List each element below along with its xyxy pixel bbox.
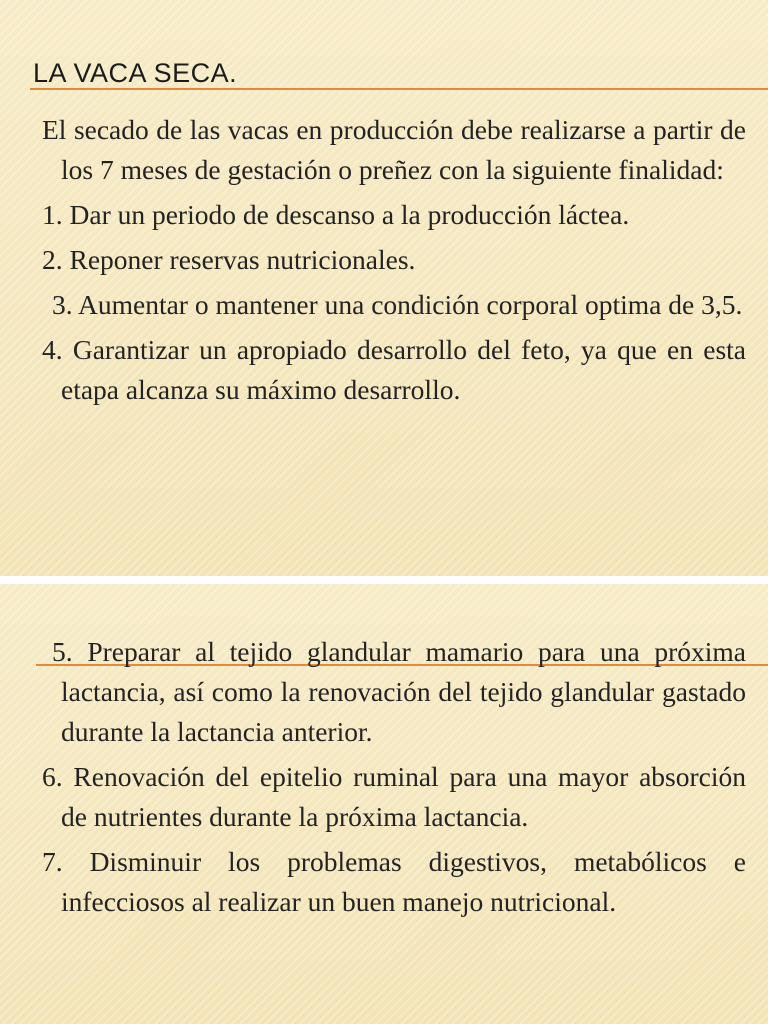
title-underline — [30, 88, 768, 90]
slide-2 — [0, 584, 768, 1024]
slide-title: LA VACA SECA. — [33, 58, 238, 88]
list-item: 2. Reponer reservas nutricionales. — [42, 244, 416, 275]
slide-1-body — [42, 110, 746, 415]
list-item: 4. Garantizar un apropiado desarrollo del feto, ya que en esta etapa alcanza su máximo desarrollo. — [42, 334, 746, 405]
intro-paragraph: El secado de las vacas en producción debe realizarse a partir de los 7 meses de gestación o preñez con la siguiente finalidad: — [42, 114, 746, 185]
list-item: 7. Disminuir los problemas digestivos, metabólicos e infecciosos al realizar un buen manejo nutricional. — [42, 846, 746, 917]
slide-2-body — [42, 632, 746, 927]
list-item: 3. Aumentar o mantener una condición corporal optima de 3,5. — [52, 289, 743, 320]
list-item: 5. Preparar al tejido glandular mamario para una próxima lactancia, así como la renovación del tejido glandular gastado durante la lactancia anterior. — [52, 636, 746, 747]
slide-divider — [0, 576, 768, 584]
list-item: 6. Renovación del epitelio ruminal para una mayor absorción de nutrientes durante la próxima lactancia. — [42, 761, 746, 832]
list-item: 1. Dar un periodo de descanso a la producción láctea. — [42, 199, 630, 230]
